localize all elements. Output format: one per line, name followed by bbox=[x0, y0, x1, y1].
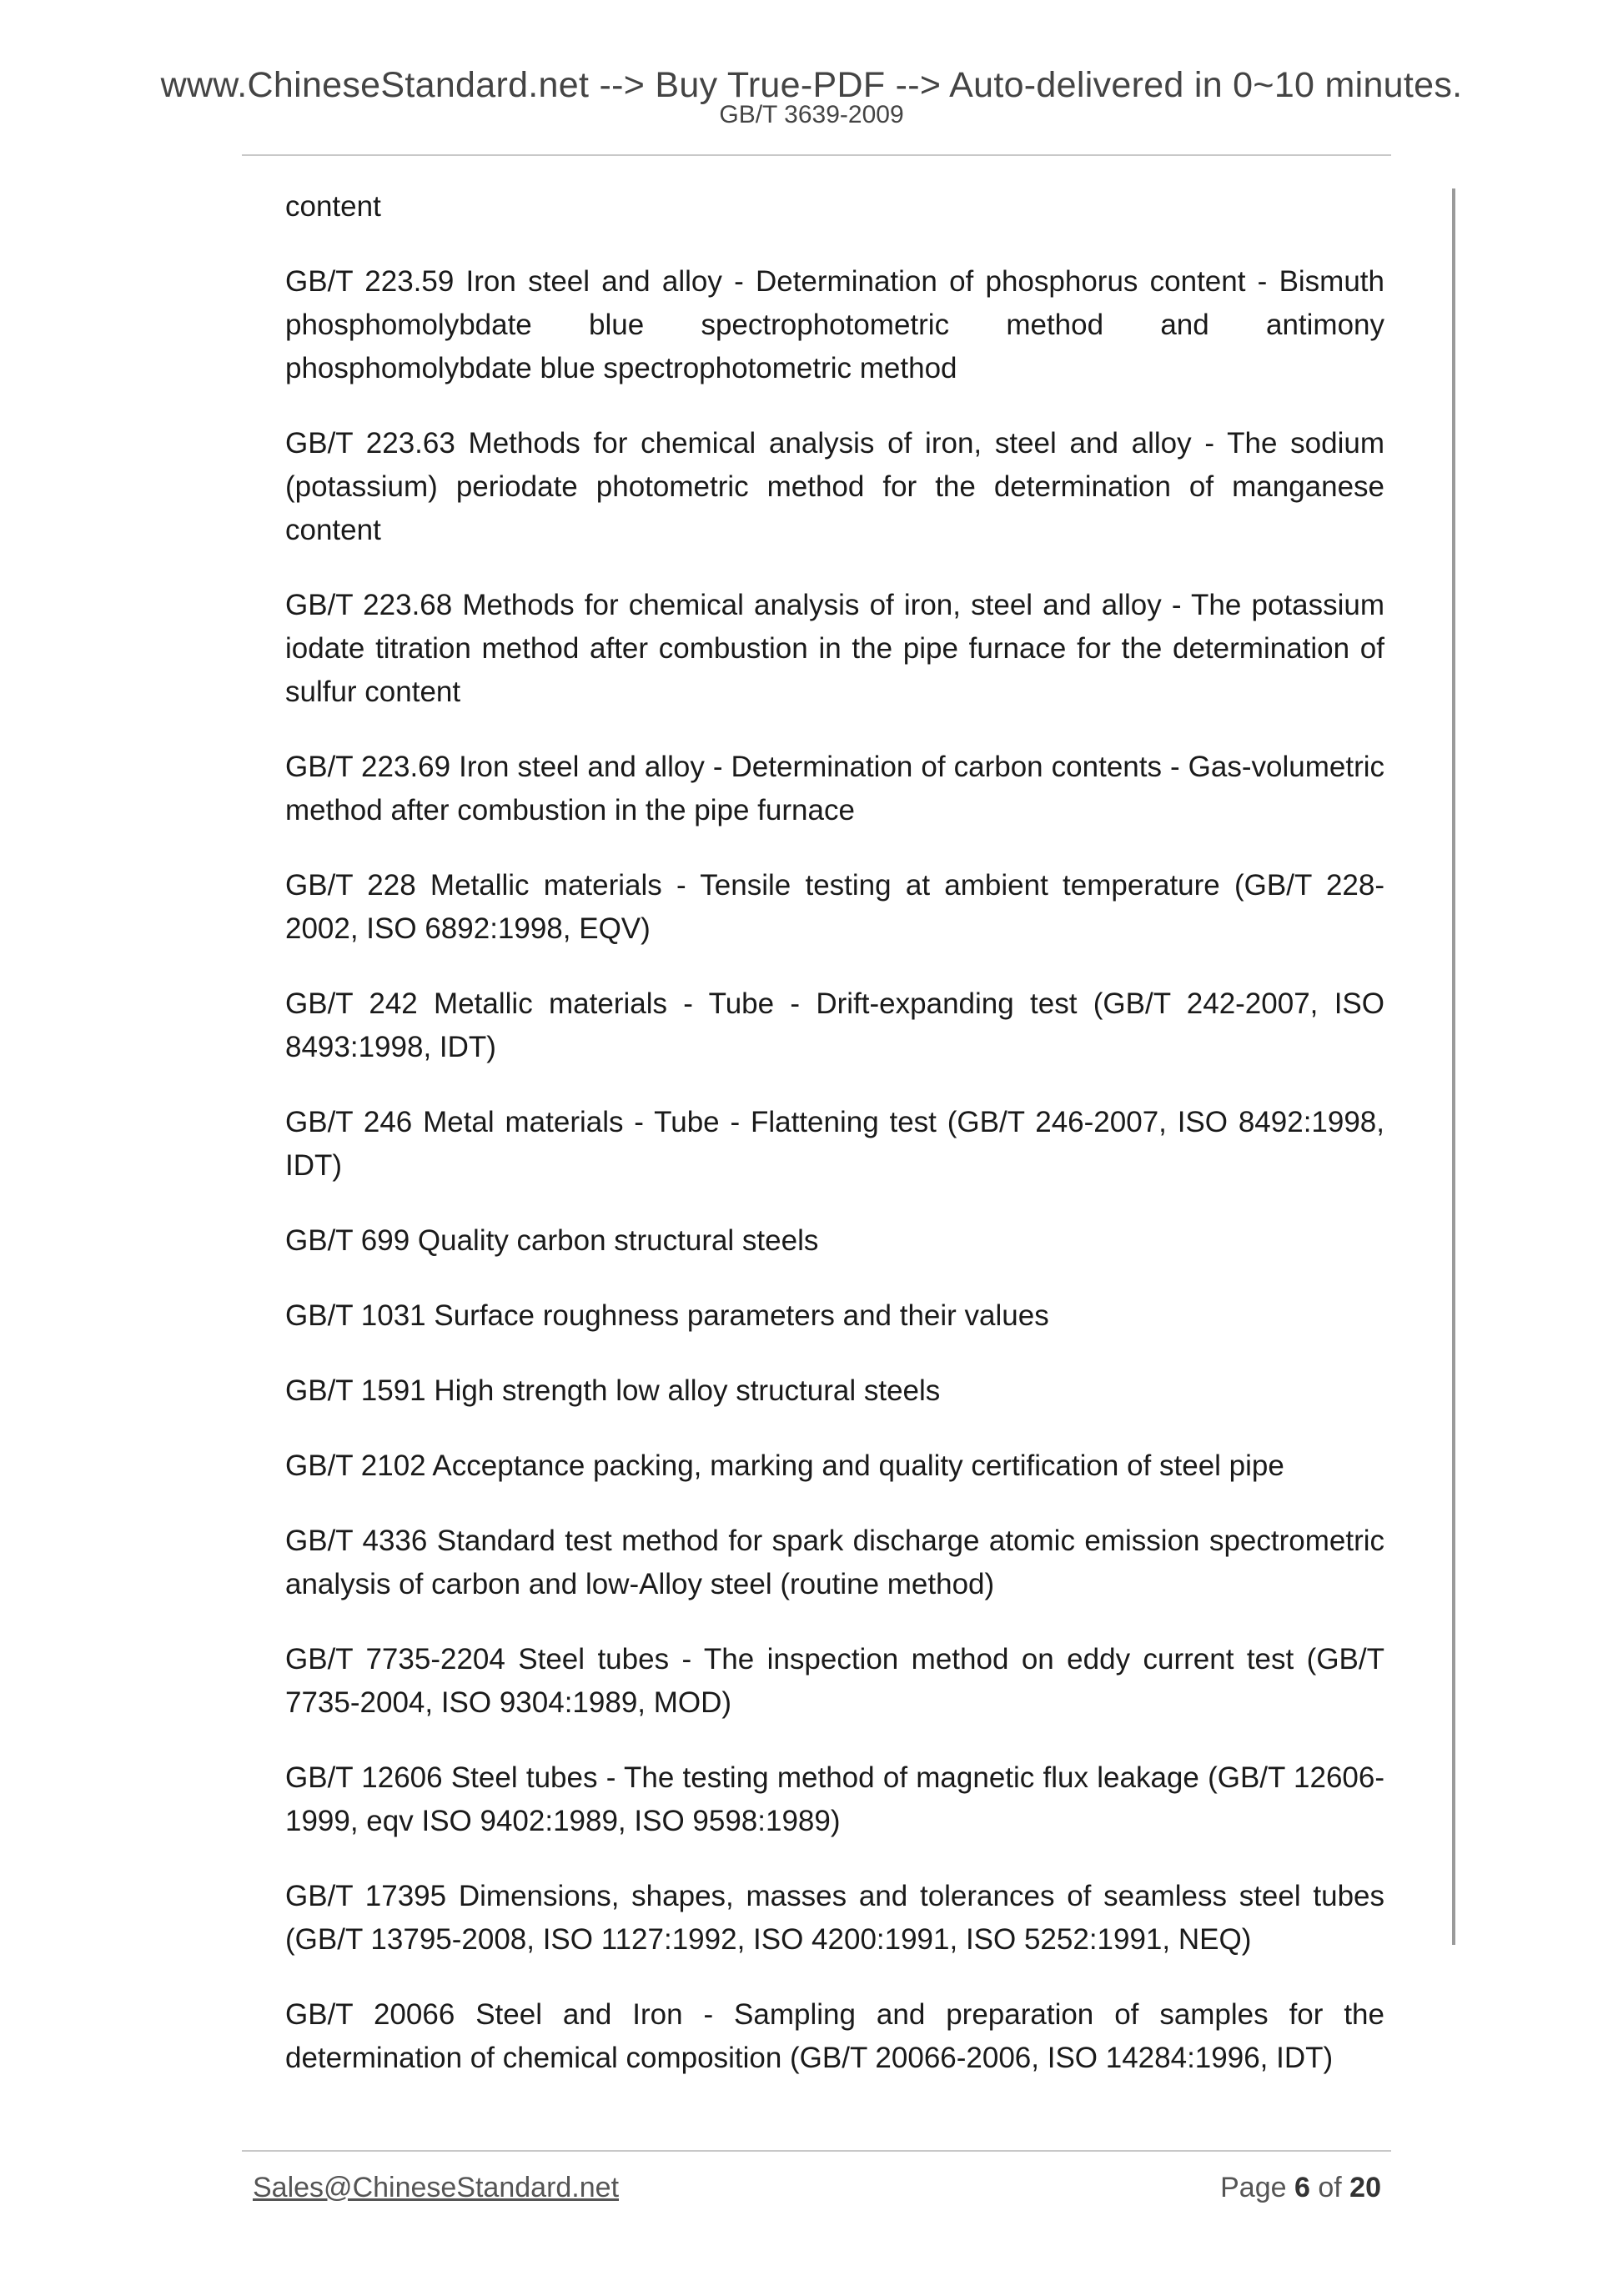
page-of: of bbox=[1318, 2172, 1342, 2203]
reference-item: GB/T 228 Metallic materials - Tensile testing at ambient temperature (GB/T 228-2002, ISO 6892:1998, EQV) bbox=[285, 869, 1384, 945]
reference-item: GB/T 20066 Steel and Iron - Sampling and preparation of samples for the determination of chemical composition (GB/T 20066-2006, ISO 14284:1996, IDT) bbox=[285, 1998, 1384, 2074]
page-prefix: Page bbox=[1220, 2172, 1287, 2203]
margin-bar bbox=[1452, 188, 1455, 1945]
reference-item: GB/T 223.63 Methods for chemical analysis of iron, steel and alloy - The sodium (potassium) periodate photometric method for the determination of manganese content bbox=[285, 427, 1384, 546]
page-total: 20 bbox=[1349, 2172, 1381, 2203]
reference-item: GB/T 7735-2204 Steel tubes - The inspection method on eddy current test (GB/T 7735-2004, ISO 9304:1989, MOD) bbox=[285, 1643, 1384, 1719]
sales-email-link[interactable]: Sales@ChineseStandard.net bbox=[253, 2172, 620, 2203]
document-body bbox=[285, 185, 1384, 2112]
reference-item: GB/T 223.59 Iron steel and alloy - Determination of phosphorus content - Bismuth phosphomolybdate blue spectrophotometric method and antimony phosphomolybdate blue spectrophotometric method bbox=[285, 265, 1384, 384]
reference-item: GB/T 17395 Dimensions, shapes, masses and tolerances of seamless steel tubes (GB/T 13795-2008, ISO 1127:1992, ISO 4200:1991, ISO 5252:1991, NEQ) bbox=[285, 1880, 1384, 1956]
reference-item: GB/T 1031 Surface roughness parameters and their values bbox=[285, 1299, 1049, 1332]
footer-divider bbox=[242, 2150, 1391, 2152]
reference-item: GB/T 12606 Steel tubes - The testing method of magnetic flux leakage (GB/T 12606-1999, eqv ISO 9402:1989, ISO 9598:1989) bbox=[285, 1761, 1384, 1837]
reference-item: GB/T 699 Quality carbon structural steels bbox=[285, 1224, 819, 1257]
reference-item: GB/T 242 Metallic materials - Tube - Drift-expanding test (GB/T 242-2007, ISO 8493:1998, IDT) bbox=[285, 987, 1384, 1063]
page-current: 6 bbox=[1294, 2172, 1310, 2203]
site-banner: www.ChineseStandard.net --> Buy True-PDF --> Auto-delivered in 0~10 minutes. bbox=[160, 65, 1463, 105]
header-divider bbox=[242, 154, 1391, 156]
page-indicator bbox=[1220, 2172, 1381, 2204]
reference-item: GB/T 2102 Acceptance packing, marking and quality certification of steel pipe bbox=[285, 1449, 1284, 1482]
reference-item: GB/T 246 Metal materials - Tube - Flattening test (GB/T 246-2007, ISO 8492:1998, IDT) bbox=[285, 1106, 1384, 1182]
reference-item: GB/T 223.68 Methods for chemical analysis of iron, steel and alloy - The potassium iodate titration method after combustion in the pipe furnace for the determination of sulfur content bbox=[285, 589, 1384, 708]
reference-item: GB/T 4336 Standard test method for spark discharge atomic emission spectrometric analysis of carbon and low-Alloy steel (routine method) bbox=[285, 1525, 1384, 1600]
paragraph: content bbox=[285, 190, 381, 223]
reference-item: GB/T 1591 High strength low alloy structural steels bbox=[285, 1374, 941, 1407]
reference-item: GB/T 223.69 Iron steel and alloy - Determination of carbon contents - Gas-volumetric method after combustion in the pipe furnace bbox=[285, 751, 1384, 826]
standard-code: GB/T 3639-2009 bbox=[719, 101, 904, 128]
